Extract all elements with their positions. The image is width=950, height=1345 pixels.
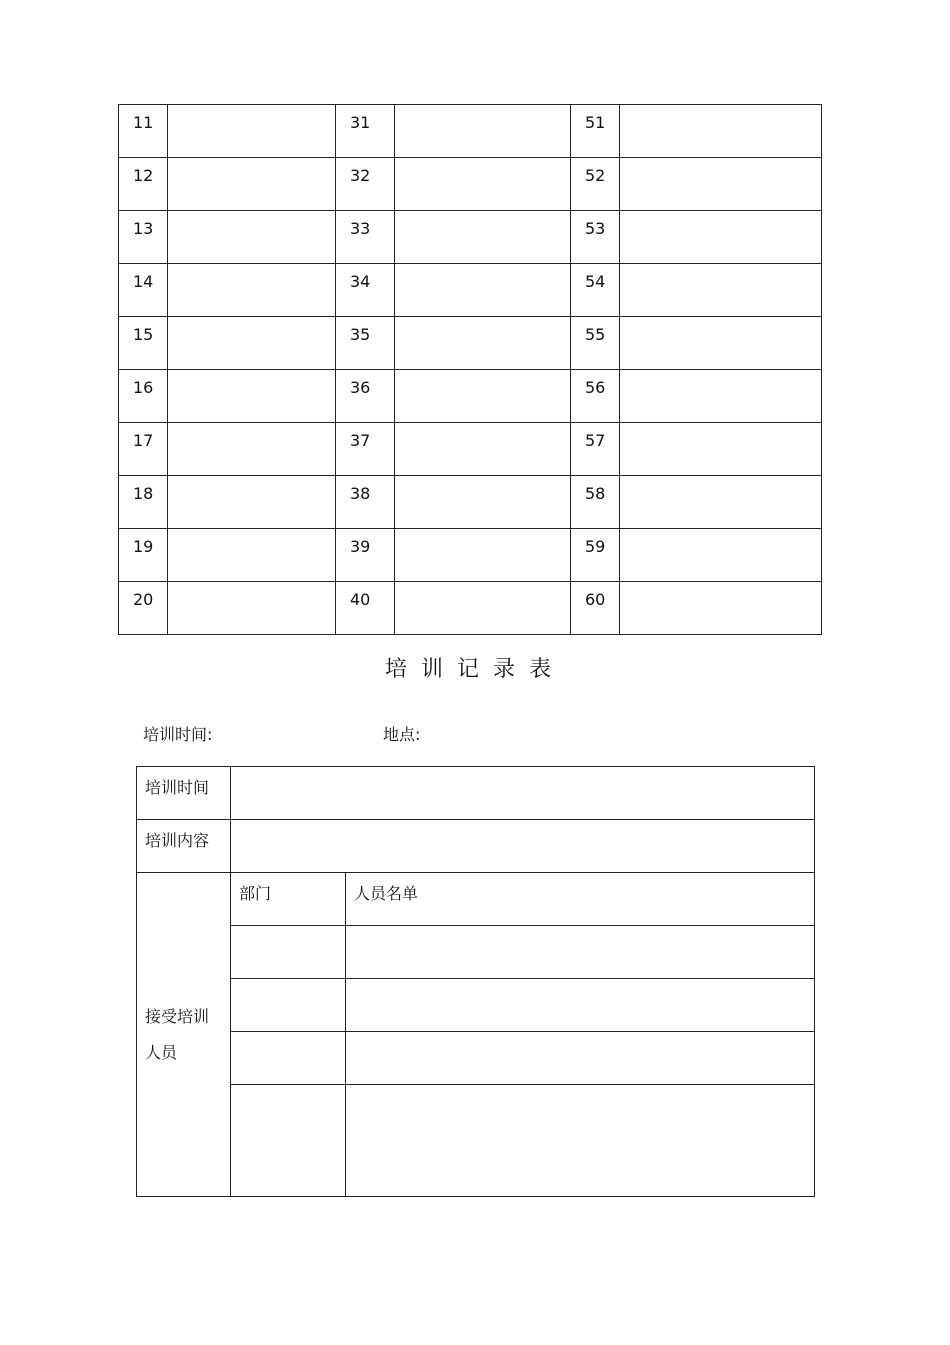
entry-cell[interactable] bbox=[620, 105, 822, 158]
grid-body bbox=[119, 105, 822, 635]
number-cell bbox=[571, 317, 620, 370]
training-time-field[interactable] bbox=[231, 767, 815, 820]
grid-row bbox=[119, 370, 822, 423]
entry-cell[interactable] bbox=[168, 582, 336, 635]
entry-cell[interactable] bbox=[395, 158, 571, 211]
entry-cell[interactable] bbox=[620, 211, 822, 264]
number-cell bbox=[336, 105, 395, 158]
number-cell bbox=[336, 423, 395, 476]
number-cell bbox=[119, 370, 168, 423]
number-label: 33 bbox=[350, 219, 371, 238]
entry-cell[interactable] bbox=[395, 317, 571, 370]
number-cell bbox=[336, 317, 395, 370]
number-label: 54 bbox=[585, 272, 606, 291]
number-label: 34 bbox=[350, 272, 371, 291]
entry-cell[interactable] bbox=[395, 211, 571, 264]
number-label: 12 bbox=[133, 166, 154, 185]
dept-header: 部门 bbox=[231, 873, 346, 926]
number-label: 53 bbox=[585, 219, 606, 238]
number-cell bbox=[336, 582, 395, 635]
form-title: 培训记录表 bbox=[384, 657, 565, 682]
entry-cell[interactable] bbox=[620, 529, 822, 582]
number-label: 52 bbox=[585, 166, 606, 185]
number-cell bbox=[119, 582, 168, 635]
number-label: 14 bbox=[133, 272, 154, 291]
number-cell bbox=[336, 264, 395, 317]
row-training-time bbox=[137, 767, 815, 820]
entry-cell[interactable] bbox=[168, 264, 336, 317]
number-label: 38 bbox=[350, 484, 371, 503]
number-label: 19 bbox=[133, 537, 154, 556]
entry-cell[interactable] bbox=[168, 105, 336, 158]
grid-row bbox=[119, 317, 822, 370]
number-cell bbox=[119, 317, 168, 370]
number-label: 40 bbox=[350, 590, 371, 609]
entry-cell[interactable] bbox=[395, 370, 571, 423]
entry-cell[interactable] bbox=[168, 476, 336, 529]
number-grid bbox=[118, 104, 822, 635]
number-cell bbox=[119, 529, 168, 582]
number-cell bbox=[571, 158, 620, 211]
entry-cell[interactable] bbox=[395, 529, 571, 582]
number-label: 57 bbox=[585, 431, 606, 450]
trainee-row bbox=[137, 1085, 815, 1197]
names-cell[interactable] bbox=[346, 979, 815, 1032]
number-label: 36 bbox=[350, 378, 371, 397]
number-cell bbox=[119, 264, 168, 317]
number-cell bbox=[571, 264, 620, 317]
number-label: 31 bbox=[350, 113, 371, 132]
number-label: 15 bbox=[133, 325, 154, 344]
grid-row bbox=[119, 582, 822, 635]
entry-cell[interactable] bbox=[620, 476, 822, 529]
number-label: 60 bbox=[585, 590, 606, 609]
number-label: 17 bbox=[133, 431, 154, 450]
dept-cell[interactable] bbox=[231, 926, 346, 979]
entry-cell[interactable] bbox=[395, 264, 571, 317]
entry-cell[interactable] bbox=[395, 582, 571, 635]
number-cell bbox=[336, 529, 395, 582]
entry-cell[interactable] bbox=[620, 264, 822, 317]
number-cell bbox=[119, 158, 168, 211]
grid-row bbox=[119, 476, 822, 529]
row-content-label: 培训内容 bbox=[137, 820, 231, 873]
entry-cell[interactable] bbox=[395, 423, 571, 476]
meta-place-label: 地点: bbox=[383, 725, 421, 744]
grid-row bbox=[119, 105, 822, 158]
number-cell bbox=[571, 582, 620, 635]
dept-cell[interactable] bbox=[231, 979, 346, 1032]
names-cell[interactable] bbox=[346, 1032, 815, 1085]
entry-cell[interactable] bbox=[620, 370, 822, 423]
trainees-header-row bbox=[137, 873, 815, 926]
number-cell bbox=[571, 370, 620, 423]
number-cell bbox=[571, 105, 620, 158]
meta-time-label: 培训时间: bbox=[143, 725, 213, 744]
entry-cell[interactable] bbox=[395, 476, 571, 529]
number-label: 59 bbox=[585, 537, 606, 556]
grid-row bbox=[119, 529, 822, 582]
trainee-row bbox=[137, 1032, 815, 1085]
number-cell bbox=[119, 211, 168, 264]
row-time-label: 培训时间 bbox=[137, 767, 231, 820]
number-cell bbox=[119, 105, 168, 158]
number-label: 16 bbox=[133, 378, 154, 397]
entry-cell[interactable] bbox=[168, 158, 336, 211]
training-content-field[interactable] bbox=[231, 820, 815, 873]
names-header: 人员名单 bbox=[346, 873, 815, 926]
number-cell bbox=[119, 423, 168, 476]
number-cell bbox=[336, 370, 395, 423]
names-cell[interactable] bbox=[346, 926, 815, 979]
entry-cell[interactable] bbox=[168, 317, 336, 370]
number-label: 37 bbox=[350, 431, 371, 450]
entry-cell[interactable] bbox=[620, 582, 822, 635]
number-label: 32 bbox=[350, 166, 371, 185]
entry-cell[interactable] bbox=[395, 105, 571, 158]
grid-row bbox=[119, 158, 822, 211]
number-cell bbox=[571, 211, 620, 264]
entry-cell[interactable] bbox=[168, 370, 336, 423]
number-cell bbox=[119, 476, 168, 529]
entry-cell[interactable] bbox=[620, 317, 822, 370]
grid-row bbox=[119, 423, 822, 476]
trainees-label-line2: 人员 bbox=[145, 1042, 178, 1062]
number-label: 11 bbox=[133, 113, 154, 132]
number-label: 39 bbox=[350, 537, 371, 556]
trainee-row bbox=[137, 979, 815, 1032]
number-cell bbox=[336, 476, 395, 529]
entry-cell[interactable] bbox=[620, 423, 822, 476]
trainees-label-cell bbox=[137, 873, 231, 1197]
number-label: 20 bbox=[133, 590, 154, 609]
number-label: 35 bbox=[350, 325, 371, 344]
number-label: 51 bbox=[585, 113, 606, 132]
row-training-content bbox=[137, 820, 815, 873]
number-label: 13 bbox=[133, 219, 154, 238]
entry-cell[interactable] bbox=[168, 529, 336, 582]
number-cell bbox=[571, 423, 620, 476]
trainees-label-line1: 接受培训 bbox=[145, 1006, 210, 1026]
record-table bbox=[136, 766, 815, 1197]
dept-cell[interactable] bbox=[231, 1085, 346, 1197]
trainee-row bbox=[137, 926, 815, 979]
number-cell bbox=[336, 158, 395, 211]
entry-cell[interactable] bbox=[620, 158, 822, 211]
number-cell bbox=[571, 529, 620, 582]
number-cell bbox=[571, 476, 620, 529]
number-cell bbox=[336, 211, 395, 264]
entry-cell[interactable] bbox=[168, 423, 336, 476]
names-cell[interactable] bbox=[346, 1085, 815, 1197]
grid-row bbox=[119, 264, 822, 317]
entry-cell[interactable] bbox=[168, 211, 336, 264]
dept-cell[interactable] bbox=[231, 1032, 346, 1085]
grid-row bbox=[119, 211, 822, 264]
number-label: 56 bbox=[585, 378, 606, 397]
number-label: 18 bbox=[133, 484, 154, 503]
number-label: 58 bbox=[585, 484, 606, 503]
number-label: 55 bbox=[585, 325, 606, 344]
